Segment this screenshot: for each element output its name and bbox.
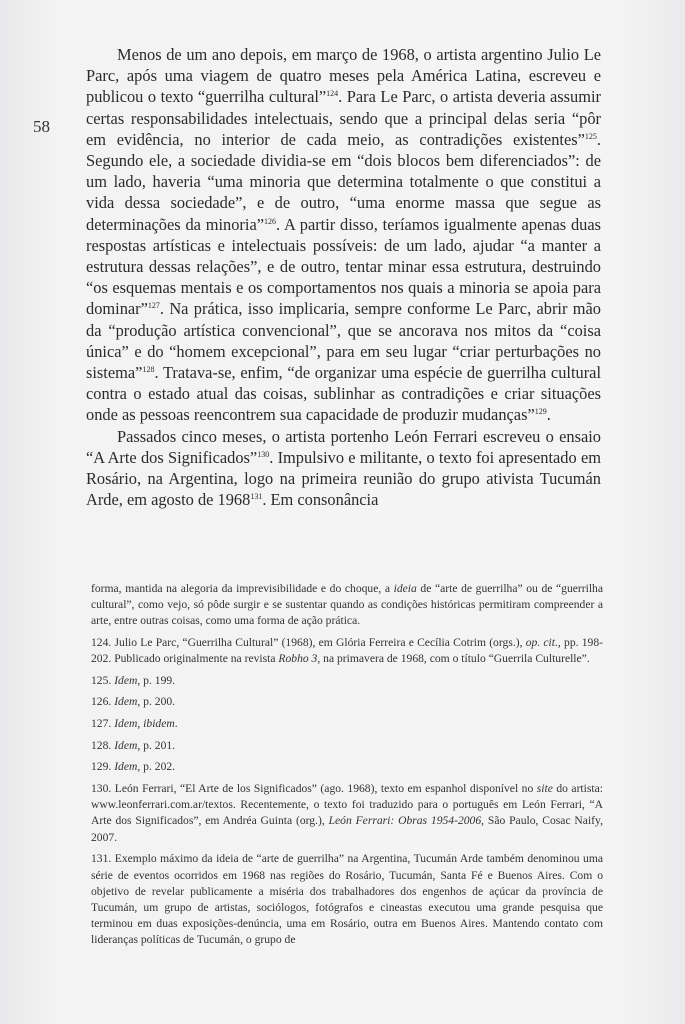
italic-text: Robho 3 (278, 651, 318, 665)
text-run: . A partir disso, teríamos igualmente apenas duas respostas artísticas e intelectuais possíveis: de um lado, ajudar “a manter a estrutura dessas relações”, e de outro, tentar minar essa estrutura, destruindo “os esquemas mentais e os comportamentos nos quais a minoria se apoia para dominar” (86, 214, 601, 319)
footnote-ref: 129 (534, 407, 547, 417)
text-run: . (546, 405, 551, 425)
italic-text: ideia (393, 582, 417, 595)
text-run: . (174, 716, 178, 730)
text-run: . Para Le Parc, o artista deveria assumir certas responsabilidades intelectuais, sendo que a principal delas seria “pôr em evidência, no interior de cada meio, as contradições existentes” (86, 87, 601, 149)
footnote-ref: 131 (250, 492, 263, 502)
text-run: forma, mantida na alegoria da imprevisibilidade e do choque, a (91, 582, 394, 595)
text-run: , na primavera de 1968, com o título “Guerrila Culturelle”. (317, 651, 590, 665)
italic-text: ibidem (143, 716, 175, 730)
italic-text: Idem (114, 738, 138, 752)
footnote (91, 694, 603, 710)
footnote (91, 673, 603, 689)
italic-text: Idem (114, 695, 138, 709)
footnote (91, 851, 603, 948)
text-run: 127. (91, 716, 115, 730)
text-run: 126. (91, 695, 115, 709)
text-run: Passados cinco meses, o artista portenho León Ferrari escreveu o ensaio “A Arte dos Significados” (86, 426, 601, 467)
italic-text: Idem (114, 760, 138, 774)
text-run: , São Paulo, Cosac Naify, 2007. (91, 814, 603, 844)
text-run: , p. 200. (137, 695, 176, 709)
paragraph (86, 426, 601, 511)
text-run: . Impulsivo e militante, o texto foi apresentado em Rosário, na Argentina, logo na primeira reunião do grupo ativista Tucumán Arde, em agosto de 1968 (86, 447, 601, 510)
text-run: 129. (91, 760, 115, 774)
text-run: 124. Julio Le Parc, “Guerrilha Cultural” (1968), em Glória Ferreira e Cecília Cotrim (orgs.), (91, 635, 526, 649)
text-run: , p. 199. (137, 673, 176, 687)
text-run: . Na prática, isso implicaria, sempre conforme Le Parc, abrir mão da “produção artística convencional”, que se ancorava nos mitos da “coisa única” e do “homem excepcional”, para em seu lugar “criar perturbações no sistema” (86, 299, 601, 383)
footnote-ref: 124 (326, 89, 339, 99)
italic-text: Idem (114, 673, 138, 687)
italic-text: site (536, 782, 553, 796)
italic-text: León Ferrari: Obras 1954-2006 (328, 814, 482, 828)
italic-text: op. cit. (525, 635, 558, 649)
text-run: , p. 201. (137, 738, 176, 752)
text-run: 128. (91, 738, 115, 752)
footnote-ref: 126 (264, 216, 276, 226)
footnote (91, 759, 603, 775)
text-run: . Tratava-se, enfim, “de organizar uma espécie de guerrilha cultural contra o estado atual das coisas, sublinhar as contradições e criar situações onde as pessoas reencontrem sua capacidade de produzir mudanças” (86, 363, 601, 425)
footnote (91, 738, 603, 754)
footnote-ref: 130 (257, 449, 270, 459)
text-run: , pp. 198-202. Publicado originalmente na revista (91, 635, 603, 665)
footnote-ref: 127 (147, 301, 160, 311)
footnote (91, 581, 603, 630)
text-run: , (137, 716, 144, 730)
paragraph (86, 44, 601, 426)
main-text (86, 44, 601, 510)
text-run: . Segundo ele, a sociedade dividia-se em “dois blocos bem diferenciados”: de um lado, haveria “uma minoria que determina totalmente o que constitui a vida dessa sociedade”, e de outro, “uma enorme massa que segue as determinações da minoria” (86, 129, 601, 234)
footnote (91, 781, 603, 846)
text-run: , p. 202. (137, 760, 176, 774)
text-run: 131. Exemplo máximo da ideia de “arte de guerrilha” na Argentina, Tucumán Arde também denominou uma série de eventos ocorridos em 1968 nas regiões do Rosário, Tucumán, Santa Fé e Buenos Aires. Com o objetivo de revelar publicamente a miséria dos trabalhadores dos engenhos de açúcar da província de Tucumán, um grupo de artistas, sociólogos, fotógrafos e cineastas executou uma grande pesquisa que terminou em duas exposições-denúncia, uma em Rosário, outra em Buenos Aires. Mantendo contato com lideranças políticas de Tucumán, o grupo de (91, 852, 603, 947)
footnote-ref: 125 (584, 131, 597, 141)
text-run: Menos de um ano depois, em março de 1968, o artista argentino Julio Le Parc, após uma viagem de quatro meses pela América Latina, escreveu e publicou o texto “guerrilha cultural” (86, 45, 601, 107)
text-run: 125. (91, 673, 115, 687)
footnote (91, 635, 603, 667)
text-run: 130. León Ferrari, “El Arte de los Significados” (ago. 1968), texto em espanhol disponível no (91, 782, 537, 796)
text-run: de “arte de guerrilha” ou de “guerrilha cultural”, como vejo, só pôde surgir e se sustentar quando as condições históricas permitiram compreender a arte, entre outras coisas, como uma forma de ação prática. (91, 582, 603, 628)
italic-text: Idem (114, 716, 138, 730)
text-run: . Em consonância (262, 490, 379, 510)
footnote-ref: 128 (142, 365, 155, 375)
page-number: 58 (33, 117, 50, 136)
text-run: do artista: www.leonferrari.com.ar/textos. Recentemente, o texto foi traduzido para o português em León Ferrari, “A Arte dos Significados”, em Andréa Guinta (org.), (91, 782, 603, 828)
footnotes (91, 581, 603, 954)
footnote (91, 716, 603, 732)
